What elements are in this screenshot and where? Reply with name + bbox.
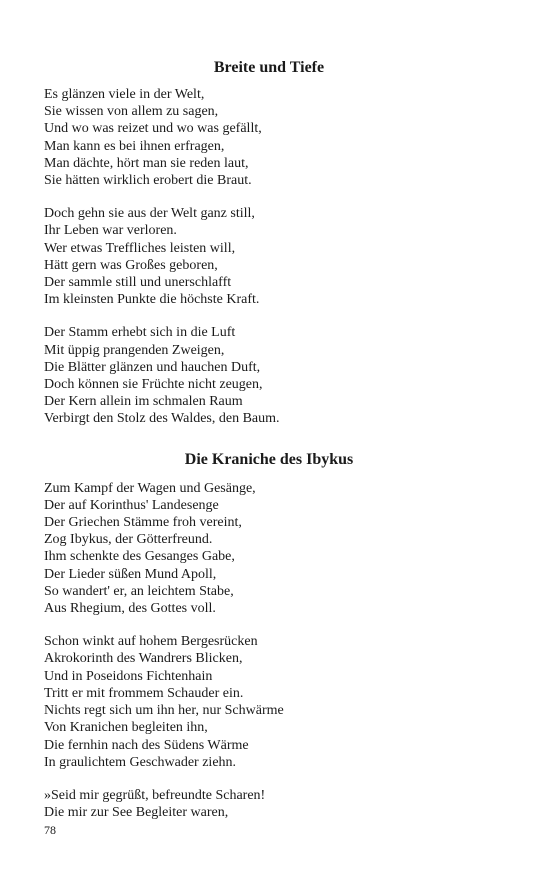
poem-title: Breite und Tiefe xyxy=(213,59,325,76)
poem-body xyxy=(44,86,474,428)
verse-line: In graulichtem Geschwader ziehn. xyxy=(44,754,237,770)
stanza xyxy=(44,633,474,771)
verse-line: »Seid mir gegrüßt, befreundte Scharen! xyxy=(44,787,266,803)
verse-line: Zog Ibykus, der Götterfreund. xyxy=(44,532,213,548)
verse-line: Verbirgt den Stolz des Waldes, den Baum. xyxy=(44,411,280,427)
verse-line: Die Blätter glänzen und hauchen Duft, xyxy=(44,359,261,375)
verse-line: Und in Poseidons Fichtenhain xyxy=(44,668,213,684)
verse-line: Der auf Korinthus' Landesenge xyxy=(44,497,219,513)
verse-line: Die mir zur See Begleiter waren, xyxy=(44,805,229,821)
verse-line: Die fernhin nach des Südens Wärme xyxy=(44,737,249,753)
verse-line: Nichts regt sich um ihn her, nur Schwärme xyxy=(44,703,284,719)
verse-line: Akrokorinth des Wandrers Blicken, xyxy=(44,651,243,667)
poem-body xyxy=(44,480,474,822)
verse-line: Ihm schenkte des Gesanges Gabe, xyxy=(44,549,235,565)
verse-line: Der Griechen Stämme froh vereint, xyxy=(44,515,242,531)
verse-line: Doch gehn sie aus der Welt ganz still, xyxy=(44,206,255,222)
verse-line: Aus Rhegium, des Gottes voll. xyxy=(44,601,216,617)
stanza xyxy=(44,86,474,189)
verse-line: Zum Kampf der Wagen und Gesänge, xyxy=(44,480,256,496)
verse-line: Der sammle still und unerschlafft xyxy=(44,275,232,291)
stanza xyxy=(44,480,474,618)
verse-line: Wer etwas Treffliches leisten will, xyxy=(44,240,236,256)
verse-line: Von Kranichen begleiten ihn, xyxy=(44,720,208,736)
verse-line: Der Kern allein im schmalen Raum xyxy=(44,394,243,410)
verse-line: So wandert' er, an leichtem Stabe, xyxy=(44,583,234,599)
verse-line: Und wo was reizet und wo was gefällt, xyxy=(44,121,262,137)
verse-line: Im kleinsten Punkte die höchste Kraft. xyxy=(44,292,260,308)
stanza xyxy=(44,787,474,821)
verse-line: Sie wissen von allem zu sagen, xyxy=(44,104,219,120)
verse-line: Schon winkt auf hohem Bergesrücken xyxy=(44,634,258,650)
verse-line: Tritt er mit frommem Schauder ein. xyxy=(44,685,244,701)
verse-line: Mit üppig prangenden Zweigen, xyxy=(44,342,225,358)
stanza xyxy=(44,324,474,427)
verse-line: Man dächte, hört man sie reden laut, xyxy=(44,155,249,171)
stanza xyxy=(44,205,474,308)
verse-line: Sie hätten wirklich erobert die Braut. xyxy=(44,173,252,189)
verse-line: Man kann es bei ihnen erfragen, xyxy=(44,138,225,154)
page-body xyxy=(44,58,474,821)
page-number: 78 xyxy=(44,823,56,837)
verse-line: Doch können sie Früchte nicht zeugen, xyxy=(44,377,263,393)
poem-title: Die Kraniche des Ibykus xyxy=(184,450,354,468)
verse-line: Ihr Leben war verloren. xyxy=(44,223,177,239)
verse-line: Hätt gern was Großes geboren, xyxy=(44,257,218,273)
verse-line: Der Stamm erhebt sich in die Luft xyxy=(44,325,236,341)
verse-line: Der Lieder süßen Mund Apoll, xyxy=(44,566,217,582)
verse-line: Es glänzen viele in der Welt, xyxy=(44,87,205,102)
